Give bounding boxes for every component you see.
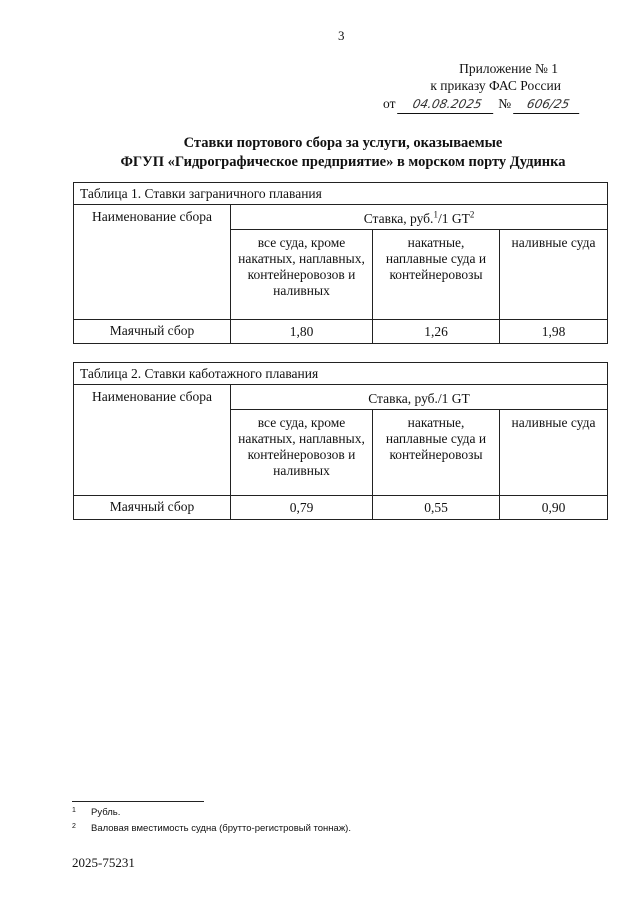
table1-col-tankers: наливные суда xyxy=(500,230,608,320)
table2-col-all-ships: все суда, кроме накатных, наплавных, контейнеровозов и наливных xyxy=(231,410,373,496)
page-number: 3 xyxy=(338,28,345,43)
table1-rate-header xyxy=(231,205,608,230)
handwritten-date: 04.08.2025 xyxy=(397,96,497,114)
footnote-mark: 2 xyxy=(72,823,76,830)
table1-row-label: Маячный сбор xyxy=(74,320,231,344)
footnote-text: Валовая вместимость судна (брутто-регистровый тоннаж). xyxy=(91,823,351,834)
table1-caption: Таблица 1. Ставки заграничного плавания xyxy=(74,183,608,205)
appendix-header xyxy=(383,60,598,114)
title-line-1: Ставки портового сбора за услуги, оказываемые xyxy=(183,135,503,151)
table-row xyxy=(74,496,608,520)
table2-caption: Таблица 2. Ставки каботажного плавания xyxy=(74,363,608,385)
table2-col-tankers: наливные суда xyxy=(500,410,608,496)
table-foreign-navigation xyxy=(73,182,608,344)
table2-value-all-ships: 0,79 xyxy=(231,496,373,520)
footnote-ref-1: 1 xyxy=(433,209,438,220)
appendix-order-ref: к приказу ФАС России xyxy=(430,78,561,93)
table1-value-tankers: 1,98 xyxy=(500,320,608,344)
appendix-date-number xyxy=(383,95,598,114)
table1-value-roro: 1,26 xyxy=(373,320,500,344)
footnote-divider xyxy=(72,801,204,802)
table1-name-header: Наименование сбора xyxy=(74,205,231,320)
table2-rate-header: Ставка, руб./1 GT xyxy=(231,385,608,410)
from-label: от xyxy=(383,96,396,111)
rate-header-prefix: Ставка, руб. xyxy=(363,211,434,226)
table-coastal-navigation xyxy=(73,362,608,520)
handwritten-number: 606/25 xyxy=(513,96,583,114)
table2-row-label: Маячный сбор xyxy=(74,496,231,520)
table1-col-roro: накатные, наплавные суда и контейнеровозы xyxy=(373,230,500,320)
table1-value-all-ships: 1,80 xyxy=(231,320,373,344)
table2-name-header: Наименование сбора xyxy=(74,385,231,496)
title-line-2: ФГУП «Гидрографическое предприятие» в морском порту Дудинка xyxy=(120,154,566,170)
footnotes xyxy=(72,805,351,837)
table2-value-tankers: 0,90 xyxy=(500,496,608,520)
document-title xyxy=(60,134,626,172)
footnote-2 xyxy=(72,821,351,837)
footnote-mark: 1 xyxy=(72,807,76,814)
document-number: 2025-75231 xyxy=(72,855,135,870)
rate-header-unit: /1 GT xyxy=(437,211,470,226)
appendix-title: Приложение № 1 xyxy=(459,61,558,76)
table2-col-roro: накатные, наплавные суда и контейнеровозы xyxy=(373,410,500,496)
footnote-text: Рубль. xyxy=(91,807,121,818)
number-label: № xyxy=(498,96,512,111)
table-row xyxy=(74,320,608,344)
table1-col-all-ships: все суда, кроме накатных, наплавных, контейнеровозов и наливных xyxy=(231,230,373,320)
table2-value-roro: 0,55 xyxy=(373,496,500,520)
footnote-1 xyxy=(72,805,351,821)
footnote-ref-2: 2 xyxy=(469,209,475,220)
